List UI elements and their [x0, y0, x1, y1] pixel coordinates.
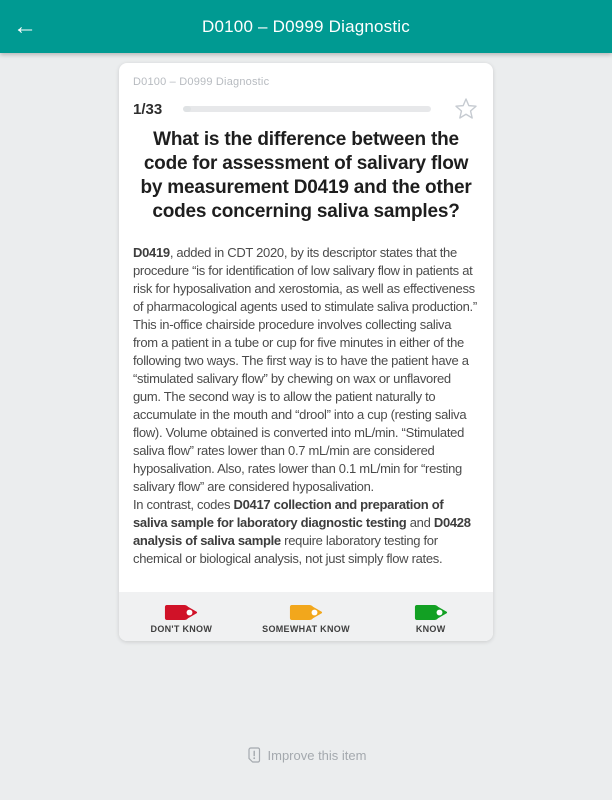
rate-label: KNOW	[415, 623, 446, 634]
tag-icon	[164, 604, 198, 621]
progress-count: 1/33	[133, 100, 163, 118]
dont-know-button[interactable]	[119, 592, 244, 641]
rate-label: DON'T KNOW	[150, 623, 213, 634]
progress-bar	[183, 106, 431, 112]
tag-icon	[289, 604, 323, 621]
tag-icon	[414, 604, 448, 621]
answer-paragraph: This in-office chairside procedure involves collecting saliva from a patient in a tube or cup for five minutes in either of the following two ways. The first way is to have the patient have a “stimulated salivary flow” by chewing on wax or unflavored gum. The second way is to allow the patient naturally to accumulate in the mouth and “drool” into a cup (resting saliva flow). Volume obtained is converted into mL/min. “Stimulated saliva flow” rates lower than 0.7 mL/min are considered hyposalivation. Also, rates lower than 0.1 mL/min for “resting salivary flow” are considered hyposalivation.	[133, 317, 469, 494]
report-document-icon	[246, 747, 261, 763]
improve-item-link[interactable]	[0, 747, 612, 763]
answer-paragraphs	[133, 244, 479, 592]
breadcrumb: D0100 – D0999 Diagnostic	[133, 76, 270, 88]
favorite-button[interactable]	[453, 96, 479, 122]
improve-item-label: Improve this item	[267, 747, 367, 763]
progress-row	[133, 97, 479, 121]
flashcard	[119, 63, 493, 641]
rate-label: SOMEWHAT KNOW	[262, 623, 350, 634]
somewhat-know-button[interactable]	[244, 592, 369, 641]
star-icon	[454, 97, 478, 121]
page-title: D0100 – D0999 Diagnostic	[202, 16, 410, 36]
rating-bar	[119, 592, 493, 641]
question-text: What is the difference between the code for assessment of salivary flow by measurement D0419 and the other codes concerning saliva samples?	[140, 129, 472, 222]
know-button[interactable]	[368, 592, 493, 641]
back-button[interactable]	[13, 0, 53, 53]
answer-paragraph: D0419, added in CDT 2020, by its descriptor states that the procedure “is for identification of low salivary flow in patients at risk for hyposalivation and xerostomia, as well as effectiveness of pharmacological agents used to stimulate saliva production.”	[133, 245, 477, 314]
progress-fill	[183, 106, 191, 112]
app-bar	[0, 0, 612, 53]
back-arrow-icon: ←	[13, 12, 37, 40]
answer-paragraph: In contrast, codes D0417 collection and preparation of saliva sample for laboratory diagnostic testing and D0428 analysis of saliva sample require laboratory testing for chemical or biological analysis, not just simply flow rates.	[133, 497, 471, 566]
